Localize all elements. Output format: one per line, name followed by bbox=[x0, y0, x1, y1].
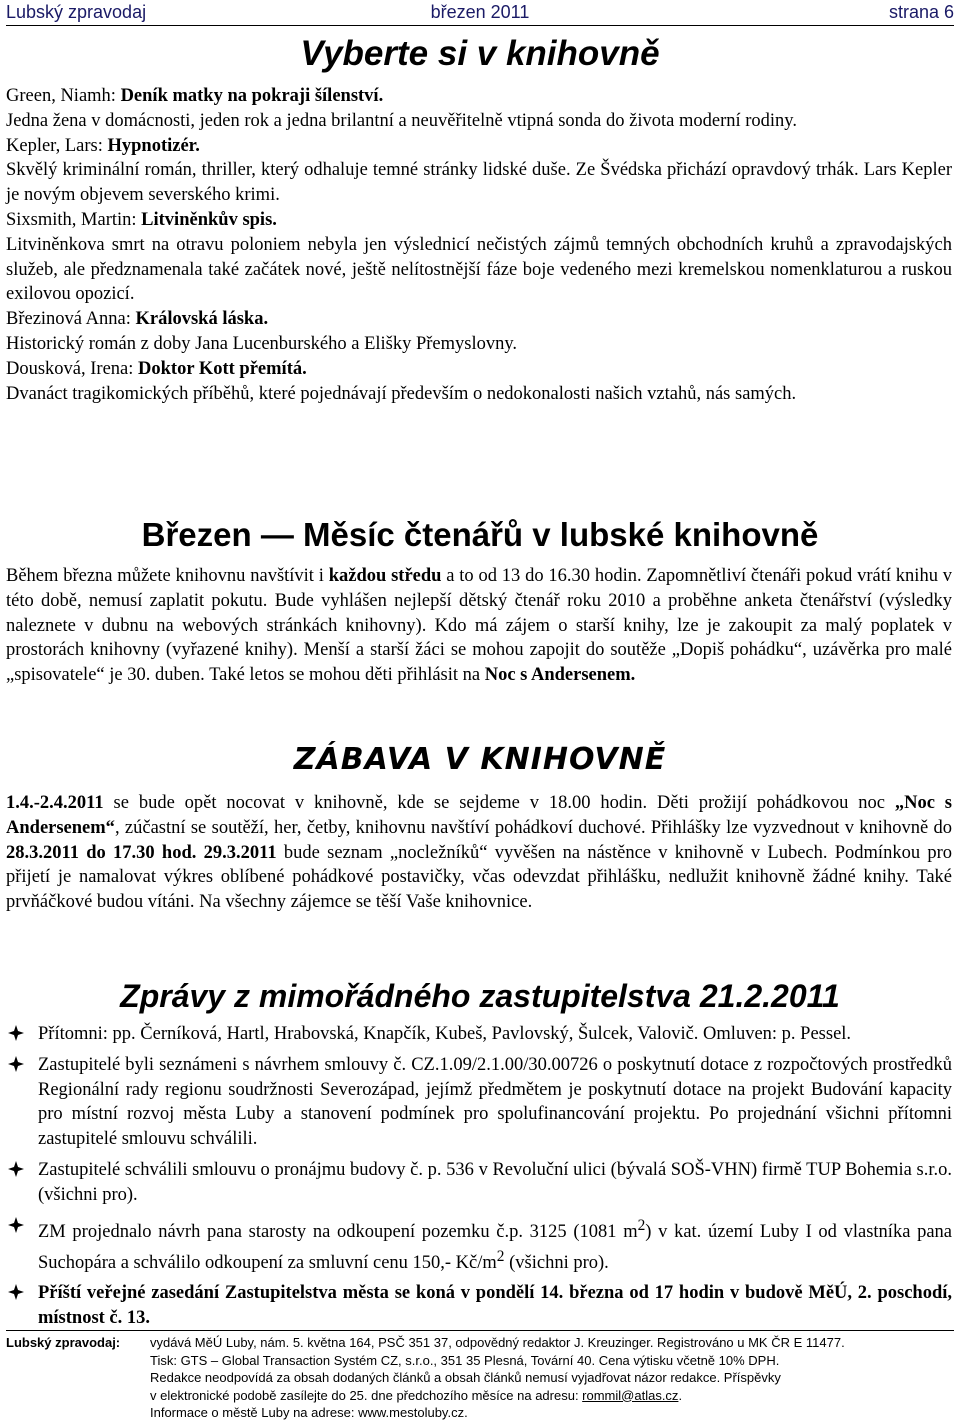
text-run: . bbox=[678, 1387, 683, 1403]
footer-label: Lubský zpravodaj: bbox=[6, 1335, 121, 1350]
text-run: se bude opět nocovat v knihovně, kde se sejdeme v 18.00 hodin. Děti prožijí pohádkovou noc bbox=[103, 793, 895, 813]
text-run-bold: 29.3.2011 bbox=[203, 842, 277, 863]
text-run: ) v kat. území Luby I od vlastníka pana Suchopára a schválilo odkoupení za smluvní cenu 150,- Kč/m bbox=[38, 1221, 953, 1273]
text-run: bude seznam „nocležníků“ vyvěšen na nástěnce v knihovně v Lubech. Podmínkou pro přijetí je namalovat výkres oblíbené pohádkové postavičky, včas odevzdat přihlášku, nedlužit knihovně žádné knihy. Také prvňáčkové budou vítáni. Na všechny zájemce se těší Vaše knihovnice. bbox=[6, 842, 952, 913]
book-entry bbox=[6, 357, 952, 382]
book-description: Skvělý kriminální román, thriller, který odhaluje temné stránky lidské duše. Ze Švédska přichází opravdový trhák. Lars Kepler je novým objevem severského krimi. bbox=[6, 160, 952, 206]
footer-line: Informace o městě Luby na adrese: www.mestoluby.cz. bbox=[150, 1405, 468, 1420]
diamond-star-bullet-icon bbox=[8, 1056, 24, 1072]
footer-line: Tisk: GTS – Global Transaction Systém CZ, s.r.o., 351 35 Plesná, Tovární 40. Cena výtisku včetně 10% DPH. bbox=[150, 1352, 780, 1368]
text-run-bold: Noc s Andersenem. bbox=[484, 665, 636, 686]
superscript: 2 bbox=[637, 1216, 646, 1234]
fun-paragraph bbox=[6, 791, 952, 915]
book-author: Sixsmith, Martin: bbox=[6, 209, 137, 230]
diamond-star-bullet-icon bbox=[8, 1161, 24, 1177]
council-item-text: Zastupitelé schválili smlouvu o pronájmu budovy č. p. 536 v Revoluční ulici (bývalá SOŠ-VHN) firmě TUP Bohemia s.r.o. (všichni pro). bbox=[38, 1159, 952, 1205]
council-item-text: Přítomni: pp. Černíková, Hartl, Hrabovská, Knapčík, Kubeš, Pavlovský, Šulcek, Valovič. Omluven: p. Pessel. bbox=[38, 1024, 852, 1044]
book-title: Královská láska. bbox=[135, 309, 269, 330]
book-title: Litviněnkův spis. bbox=[141, 209, 277, 230]
footer-line: Redakce neodpovídá za obsah dodaných článků a obsah článků nemusí vyjadřovat názor redakce. Příspěvky bbox=[150, 1370, 781, 1385]
footer-email-link[interactable]: rommil@atlas.cz bbox=[582, 1387, 679, 1403]
header-rule bbox=[6, 25, 954, 26]
book-author: Green, Niamh: bbox=[6, 86, 116, 106]
header-publication: Lubský zpravodaj bbox=[6, 2, 147, 22]
text-run-bold: 28.3.2011 do 17.30 hod. bbox=[6, 842, 197, 863]
footer-rule bbox=[6, 1330, 954, 1331]
council-item-text: Zastupitelé byli seznámeni s návrhem smlouvy č. CZ.1.09/2.1.00/30.00726 o poskytnutí dotace z rozpočtových prostředků Regionální rady regionu soudržnosti Severozápad, jejímž předmětem je poskytnutí dotace na projekt Budování kapacity pro místní rozvoj města Luby a stanovení podmínek pro spolufinancování projektu. Po projednání všichni přítomni zastupitelé smlouvu schválili. bbox=[38, 1054, 952, 1150]
header-date: březen 2011 bbox=[430, 2, 530, 22]
council-item bbox=[6, 1022, 952, 1047]
text-run-bold: 1.4.-2.4.2011 bbox=[6, 793, 104, 813]
council-title: Zprávy z mimořádného zastupitelstva 21.2.2011 bbox=[120, 978, 840, 1014]
reader-month-paragraph bbox=[6, 564, 952, 688]
book-author: Dousková, Irena: bbox=[6, 358, 134, 379]
diamond-star-bullet-icon bbox=[8, 1284, 24, 1300]
text-run: (všichni pro). bbox=[504, 1252, 609, 1273]
text-run: a to od 13 do 16.30 hodin. Zapomnětliví čtenáři pokud vrátí knihu v této době, nemusí zaplatit pokutu. Bude vyhlášen nejlepší dětský čtenář roku 2010 a proběhne anketa čtenářství (výsledky naleznete v dubnu na webových stránkách knihovny). Kdo má zájem o starší knihy, lze je zakoupit za malý poplatek v prostorách knihovny (vyřazené knihy). Menší a starší žáci se mohou zapojit do soutěže „Dopiš pohádku“, uzávěrka pro malé „spisovatele“ je 30. duben. Také letos se mohou děti přihlásit na bbox=[6, 566, 952, 686]
library-picks-title: Vyberte si v knihovně bbox=[300, 34, 660, 73]
diamond-star-bullet-icon bbox=[8, 1217, 24, 1233]
page-header bbox=[6, 0, 954, 28]
book-entry bbox=[6, 208, 952, 233]
text-run: Během března můžete knihovnu navštívit i bbox=[6, 566, 329, 586]
council-item-text bbox=[38, 1216, 953, 1273]
library-picks-list bbox=[6, 84, 952, 406]
text-run-bold: každou středu bbox=[328, 566, 442, 586]
text-run: ZM projednalo návrh pana starosty na odkoupení pozemku č.p. 3125 (1081 m bbox=[38, 1221, 638, 1242]
footer-line bbox=[150, 1387, 954, 1405]
book-author: Březinová Anna: bbox=[6, 309, 131, 330]
reader-month-text bbox=[6, 564, 952, 688]
council-item-text: Příští veřejné zasedání Zastupitelstva města se koná v pondělí 14. března od 17 hodin v budově MěÚ, 2. poschodí, místnost č. 13. bbox=[38, 1283, 952, 1329]
book-title: Hypnotizér. bbox=[107, 135, 200, 156]
book-entry bbox=[6, 84, 952, 109]
text-run: , zúčastní se soutěží, her, četby, knihovnu navštíví pohádkoví duchové. Přihlášky lze vyzvednout v knihovně do bbox=[114, 817, 952, 838]
fun-title: ZÁBAVA V KNIHOVNĚ bbox=[293, 742, 667, 777]
text-run: v elektronické podobě zasílejte do 25. dne předchozího měsíce na adresu: bbox=[150, 1387, 583, 1403]
footer-line: vydává MěÚ Luby, nám. 5. května 164, PSČ 351 37, odpovědný redaktor J. Kreuzinger. Registrováno u MK ČR E 11477. bbox=[150, 1335, 845, 1350]
fun-text bbox=[6, 791, 952, 915]
diamond-star-bullet-icon bbox=[8, 1025, 24, 1041]
council-item bbox=[6, 1281, 952, 1331]
book-description: Jedna žena v domácnosti, jeden rok a jedna brilantní a neuvěřitelně vtipná sonda do života moderní rodiny. bbox=[6, 110, 797, 131]
text-run-bold: „Noc s Andersenem“ bbox=[6, 793, 952, 838]
book-description: Litviněnkova smrt na otravu poloniem nebyla jen výslednicí nečistých zájmů temných obchodních kruhů a zpravodajských služeb, ale předznamenala také začátek nové, ještě nelítostnější fáze boje vedeného mezi kremelskou nomenklaturou a ruskou exilovou opozicí. bbox=[6, 234, 952, 305]
footer-lines bbox=[150, 1334, 954, 1422]
book-author: Kepler, Lars: bbox=[6, 135, 103, 156]
text-run bbox=[196, 843, 203, 863]
reader-month-title: Březen — Měsíc čtenářů v lubské knihovně bbox=[141, 516, 819, 553]
council-list bbox=[6, 1022, 952, 1337]
book-title: Doktor Kott přemítá. bbox=[138, 358, 307, 379]
council-item bbox=[6, 1214, 952, 1276]
superscript: 2 bbox=[496, 1247, 505, 1265]
council-item bbox=[6, 1158, 952, 1208]
book-entry bbox=[6, 307, 952, 332]
header-page-number: strana 6 bbox=[888, 2, 954, 22]
book-title: Deník matky na pokraji šílenství. bbox=[120, 86, 384, 106]
book-entry bbox=[6, 134, 952, 159]
book-description: Dvanáct tragikomických příběhů, které pojednávají především o nedokonalosti našich vztahů, nás samých. bbox=[6, 383, 797, 404]
council-item bbox=[6, 1053, 952, 1152]
book-description: Historický román z doby Jana Lucenburského a Elišky Přemyslovny. bbox=[6, 333, 518, 354]
